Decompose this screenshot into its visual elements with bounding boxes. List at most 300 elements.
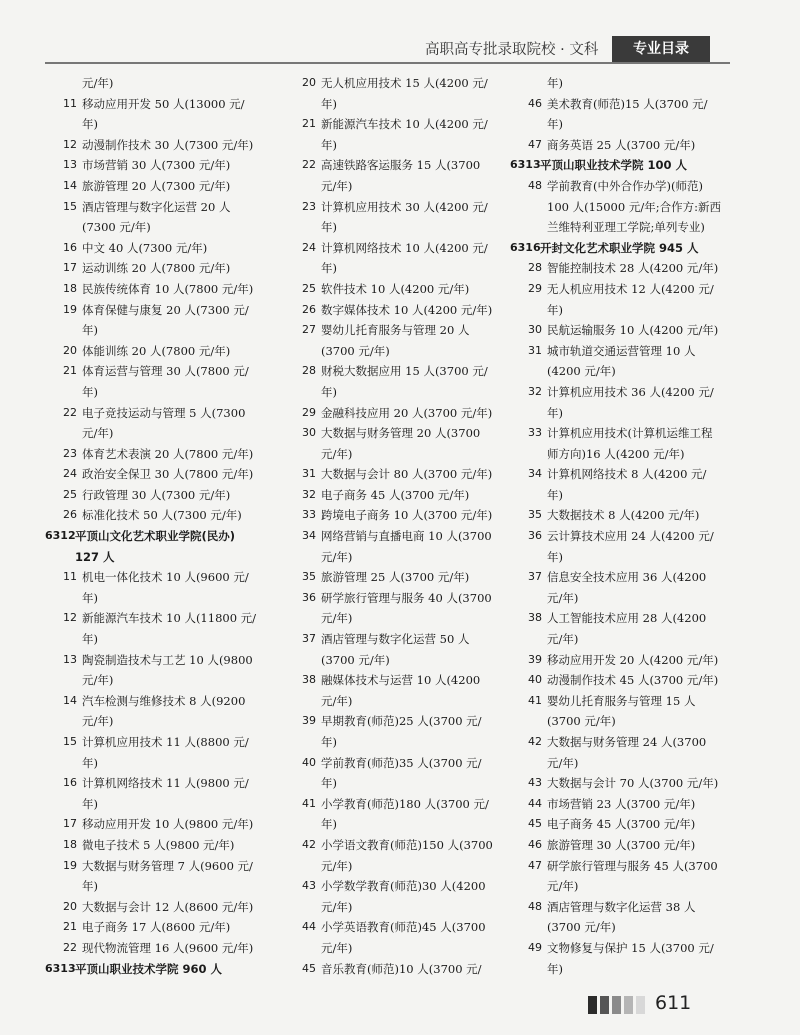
entry-code: 26 — [63, 508, 77, 522]
entry-text: 行政管理 30 人(7300 元/年) — [82, 487, 231, 502]
major-entry — [510, 753, 742, 774]
entry-text: 计算机应用技术 11 人(8800 元/ — [82, 735, 249, 749]
major-entry — [284, 856, 516, 877]
entry-text: 酒店管理与数字化运营 38 人 — [547, 899, 696, 914]
entry-text: 100 人(15000 元/年;合作方:新西 — [547, 199, 721, 214]
major-entry — [45, 505, 277, 526]
entry-text: 婴幼儿托育服务与管理 15 人 — [547, 693, 696, 708]
entry-text: 年) — [82, 384, 98, 399]
entry-code: 14 — [63, 178, 77, 192]
major-entry — [45, 588, 277, 609]
entry-code: 36 — [528, 529, 542, 543]
entry-text: 人工智能技术应用 28 人(4200 — [547, 611, 707, 626]
entry-code: 28 — [302, 364, 316, 378]
entry-text: 年) — [321, 220, 337, 235]
major-entry — [510, 485, 742, 506]
major-entry — [510, 732, 742, 753]
school-entry — [45, 959, 277, 980]
entry-code: 37 — [302, 632, 316, 646]
entry-text: 计算机网络技术 10 人(4200 元/ — [321, 240, 488, 255]
entry-text: 智能控制技术 28 人(4200 元/年) — [547, 261, 719, 276]
major-entry — [45, 711, 277, 732]
entry-text: (4200 元/年) — [547, 364, 616, 379]
entry-text: 体育艺术表演 20 人(7800 元/年) — [82, 446, 254, 461]
major-entry — [45, 794, 277, 815]
entry-text: 体育保健与康复 20 人(7300 元/ — [82, 302, 249, 317]
entry-text: 年) — [547, 117, 563, 132]
entry-code: 45 — [528, 817, 542, 831]
entry-code: 27 — [302, 323, 316, 337]
major-entry — [284, 217, 516, 238]
entry-text: 元/年) — [321, 549, 353, 564]
major-entry — [510, 691, 742, 712]
school-entry — [510, 155, 742, 176]
major-entry — [284, 485, 516, 506]
major-entry — [45, 567, 277, 588]
entry-code: 12 — [63, 611, 77, 625]
entry-code: 24 — [302, 240, 316, 254]
major-entry — [284, 917, 516, 938]
major-entry — [510, 464, 742, 485]
major-entry — [284, 897, 516, 918]
entry-text: 年) — [321, 776, 337, 791]
school-entry — [45, 547, 277, 568]
entry-text: 旅游管理 30 人(3700 元/年) — [547, 837, 696, 852]
entry-text: 移动应用开发 10 人(9800 元/年) — [82, 817, 254, 832]
major-entry — [510, 670, 742, 691]
major-entry — [510, 320, 742, 341]
entry-text: 元/年) — [547, 632, 579, 647]
major-entry — [510, 856, 742, 877]
entry-code: 28 — [528, 261, 542, 275]
entry-code: 20 — [63, 343, 77, 357]
footer-bars — [588, 996, 645, 1014]
major-entry — [45, 608, 277, 629]
entry-code: 44 — [528, 796, 542, 810]
entry-text: 元/年) — [82, 426, 114, 441]
entry-code: 48 — [528, 178, 542, 192]
entry-text: 年) — [321, 137, 337, 152]
major-entry — [510, 897, 742, 918]
entry-code: 39 — [528, 652, 542, 666]
entry-code: 13 — [63, 652, 77, 666]
major-entry — [284, 238, 516, 259]
entry-text: 学前教育(中外合作办学)(师范) — [547, 178, 703, 193]
major-entry — [45, 629, 277, 650]
major-entry — [45, 444, 277, 465]
footer-bar — [612, 996, 621, 1014]
major-entry — [284, 341, 516, 362]
column-2 — [284, 73, 516, 979]
entry-code: 6313 — [510, 158, 541, 172]
major-entry — [284, 73, 516, 94]
major-entry — [510, 114, 742, 135]
entry-code: 23 — [63, 446, 77, 460]
entry-text: 体能训练 20 人(7800 元/年) — [82, 343, 231, 358]
column-1 — [45, 73, 277, 979]
entry-text: 元/年) — [321, 693, 353, 708]
entry-text: 大数据技术 8 人(4200 元/年) — [547, 508, 700, 523]
entry-text: 信息安全技术应用 36 人(4200 — [547, 570, 707, 585]
entry-text: 中文 40 人(7300 元/年) — [82, 240, 208, 255]
entry-text: 财税大数据应用 15 人(3700 元/ — [321, 364, 488, 379]
major-entry — [284, 320, 516, 341]
major-entry — [510, 403, 742, 424]
major-entry — [284, 567, 516, 588]
major-entry — [510, 876, 742, 897]
entry-code: 16 — [63, 240, 77, 254]
entry-text: 大数据与会计 12 人(8600 元/年) — [82, 899, 254, 914]
entry-code: 18 — [63, 837, 77, 851]
major-entry — [45, 835, 277, 856]
major-entry — [45, 897, 277, 918]
entry-code: 46 — [528, 837, 542, 851]
entry-code: 6316 — [510, 240, 541, 254]
entry-text: 大数据与会计 70 人(3700 元/年) — [547, 776, 719, 791]
major-entry — [510, 135, 742, 156]
entry-text: 计算机网络技术 11 人(9800 元/ — [82, 776, 249, 791]
entry-text: 元/年) — [547, 590, 579, 605]
major-entry — [45, 753, 277, 774]
major-entry — [284, 608, 516, 629]
page-number: 611 — [655, 992, 692, 1014]
entry-text: 数字媒体技术 10 人(4200 元/年) — [321, 302, 493, 317]
major-entry — [510, 711, 742, 732]
school-entry — [45, 526, 277, 547]
major-entry — [284, 629, 516, 650]
entry-text: 师方向)16 人(4200 元/年) — [547, 446, 685, 461]
footer-bar — [600, 996, 609, 1014]
entry-text: 陶瓷制造技术与工艺 10 人(9800 — [82, 652, 253, 667]
entry-text: 机电一体化技术 10 人(9600 元/ — [82, 570, 249, 585]
major-entry — [284, 176, 516, 197]
entry-text: 平顶山文化艺术职业学院(民办) — [75, 529, 236, 544]
entry-text: 元/年) — [321, 940, 353, 955]
entry-text: 城市轨道交通运营管理 10 人 — [547, 343, 696, 358]
major-entry — [45, 670, 277, 691]
entry-code: 17 — [63, 817, 77, 831]
major-entry — [284, 938, 516, 959]
entry-text: 动漫制作技术 45 人(3700 元/年) — [547, 673, 719, 688]
major-entry — [510, 526, 742, 547]
entry-code: 24 — [63, 467, 77, 481]
entry-text: 年) — [547, 76, 563, 90]
entry-code: 19 — [63, 302, 77, 316]
entry-text: 商务英语 25 人(3700 元/年) — [547, 137, 696, 152]
entry-text: (7300 元/年) — [82, 220, 151, 235]
major-entry — [510, 505, 742, 526]
major-entry — [284, 197, 516, 218]
major-entry — [510, 279, 742, 300]
major-entry — [284, 258, 516, 279]
entry-text: 电子竞技运动与管理 5 人(7300 — [82, 405, 246, 420]
major-entry — [284, 835, 516, 856]
entry-code: 25 — [302, 281, 316, 295]
entry-code: 11 — [63, 96, 77, 110]
entry-text: 元/年) — [82, 714, 114, 729]
major-entry — [284, 403, 516, 424]
entry-text: 小学英语教育(师范)45 人(3700 — [321, 920, 486, 935]
major-entry — [284, 691, 516, 712]
major-entry — [510, 588, 742, 609]
major-entry — [510, 341, 742, 362]
major-entry — [284, 588, 516, 609]
major-entry — [284, 505, 516, 526]
entry-text: 大数据与财务管理 20 人(3700 — [321, 426, 481, 441]
major-entry — [510, 567, 742, 588]
major-entry — [45, 217, 277, 238]
entry-code: 43 — [528, 776, 542, 790]
entry-code: 19 — [63, 858, 77, 872]
entry-text: 婴幼儿托育服务与管理 20 人 — [321, 323, 470, 338]
major-entry — [45, 197, 277, 218]
entry-text: (3700 元/年) — [547, 714, 616, 729]
entry-text: 年) — [82, 323, 98, 338]
entry-code: 13 — [63, 158, 77, 172]
entry-code: 41 — [528, 693, 542, 707]
entry-code: 48 — [528, 899, 542, 913]
major-entry — [510, 959, 742, 980]
major-entry — [284, 279, 516, 300]
school-entry — [510, 238, 742, 259]
entry-text: 酒店管理与数字化运营 50 人 — [321, 632, 470, 647]
major-entry — [45, 94, 277, 115]
major-entry — [510, 547, 742, 568]
entry-text: 现代物流管理 16 人(9600 元/年) — [82, 940, 254, 955]
major-entry — [284, 135, 516, 156]
entry-code: 25 — [63, 487, 77, 501]
entry-code: 30 — [302, 426, 316, 440]
major-entry — [45, 279, 277, 300]
entry-text: 软件技术 10 人(4200 元/年) — [321, 281, 470, 296]
entry-text: 文物修复与保护 15 人(3700 元/ — [547, 940, 714, 955]
entry-code: 40 — [302, 755, 316, 769]
entry-code: 32 — [302, 487, 316, 501]
footer-bar — [636, 996, 645, 1014]
entry-text: 旅游管理 20 人(7300 元/年) — [82, 178, 231, 193]
major-entry — [510, 197, 742, 218]
entry-text: 年) — [82, 796, 98, 811]
major-entry — [284, 753, 516, 774]
entry-text: (3700 元/年) — [547, 920, 616, 935]
major-entry — [45, 320, 277, 341]
major-entry — [284, 464, 516, 485]
entry-text: 年) — [321, 96, 337, 111]
entry-text: 民族传统体育 10 人(7800 元/年) — [82, 281, 254, 296]
entry-text: 动漫制作技术 30 人(7300 元/年) — [82, 137, 254, 152]
major-entry — [510, 773, 742, 794]
major-entry — [45, 485, 277, 506]
entry-text: 计算机网络技术 8 人(4200 元/ — [547, 467, 707, 482]
major-entry — [284, 361, 516, 382]
entry-text: 新能源汽车技术 10 人(4200 元/ — [321, 117, 488, 132]
entry-text: 新能源汽车技术 10 人(11800 元/ — [82, 611, 257, 626]
entry-text: 年) — [321, 735, 337, 749]
entry-text: 大数据与财务管理 24 人(3700 — [547, 735, 707, 749]
entry-text: 电子商务 45 人(3700 元/年) — [321, 487, 470, 502]
entry-text: 元/年) — [321, 858, 353, 873]
major-entry — [284, 526, 516, 547]
entry-text: 无人机应用技术 12 人(4200 元/ — [547, 281, 714, 296]
entry-text: 移动应用开发 20 人(4200 元/年) — [547, 652, 719, 667]
major-entry — [510, 217, 742, 238]
major-entry — [284, 547, 516, 568]
entry-code: 20 — [63, 899, 77, 913]
major-entry — [45, 691, 277, 712]
entry-code: 36 — [302, 590, 316, 604]
entry-text: 融媒体技术与运营 10 人(4200 — [321, 673, 481, 688]
entry-text: 研学旅行管理与服务 45 人(3700 — [547, 858, 718, 873]
major-entry — [284, 114, 516, 135]
entry-code: 11 — [63, 570, 77, 584]
major-entry — [510, 176, 742, 197]
entry-text: 元/年) — [547, 879, 579, 894]
entry-text: 127 人 — [75, 549, 115, 564]
major-entry — [284, 650, 516, 671]
major-entry — [45, 917, 277, 938]
entry-code: 47 — [528, 137, 542, 151]
major-entry — [284, 94, 516, 115]
entry-text: 元/年) — [82, 76, 114, 90]
entry-text: 汽车检测与维修技术 8 人(9200 — [82, 693, 246, 708]
entry-text: 元/年) — [321, 178, 353, 193]
entry-code: 29 — [302, 405, 316, 419]
entry-code: 32 — [528, 384, 542, 398]
entry-text: 小学数学教育(师范)30 人(4200 — [321, 879, 486, 894]
entry-text: 计算机应用技术 36 人(4200 元/ — [547, 384, 714, 399]
entry-text: 美术教育(师范)15 人(3700 元/ — [547, 96, 708, 111]
entry-code: 16 — [63, 776, 77, 790]
major-entry — [45, 114, 277, 135]
header-title: 高职高专批录取院校 · 文科 — [425, 42, 599, 58]
entry-text: 小学语文教育(师范)150 人(3700 — [321, 837, 493, 852]
entry-text: 电子商务 17 人(8600 元/年) — [82, 920, 231, 935]
major-entry — [45, 258, 277, 279]
entry-text: 年) — [321, 384, 337, 399]
entry-code: 35 — [528, 508, 542, 522]
entry-text: 小学教育(师范)180 人(3700 元/ — [321, 796, 489, 811]
entry-text: 兰维特利亚理工学院;单列专业) — [547, 220, 705, 235]
entry-text: 微电子技术 5 人(9800 元/年) — [82, 837, 235, 852]
footer-bar — [588, 996, 597, 1014]
major-entry — [284, 711, 516, 732]
major-entry — [45, 73, 277, 94]
major-entry — [45, 176, 277, 197]
entry-text: 标准化技术 50 人(7300 元/年) — [82, 508, 242, 523]
entry-text: 研学旅行管理与服务 40 人(3700 — [321, 590, 492, 605]
entry-code: 31 — [302, 467, 316, 481]
major-entry — [45, 155, 277, 176]
entry-code: 33 — [302, 508, 316, 522]
header-divider — [45, 62, 730, 64]
entry-code: 37 — [528, 570, 542, 584]
entry-code: 47 — [528, 858, 542, 872]
entry-text: 云计算技术应用 24 人(4200 元/ — [547, 529, 714, 544]
major-entry — [284, 444, 516, 465]
entry-text: 金融科技应用 20 人(3700 元/年) — [321, 405, 493, 420]
major-entry — [510, 938, 742, 959]
entry-code: 22 — [63, 940, 77, 954]
major-entry — [45, 382, 277, 403]
major-entry — [284, 959, 516, 980]
entry-code: 38 — [528, 611, 542, 625]
major-entry — [284, 814, 516, 835]
major-entry — [284, 732, 516, 753]
entry-code: 12 — [63, 137, 77, 151]
entry-code: 18 — [63, 281, 77, 295]
major-entry — [45, 938, 277, 959]
entry-text: 年) — [547, 302, 563, 317]
major-entry — [45, 403, 277, 424]
entry-code: 20 — [302, 76, 316, 89]
entry-text: 运动训练 20 人(7800 元/年) — [82, 261, 231, 276]
major-entry — [284, 670, 516, 691]
entry-code: 34 — [302, 529, 316, 543]
major-entry — [284, 773, 516, 794]
entry-code: 35 — [302, 570, 316, 584]
entry-text: 无人机应用技术 15 人(4200 元/ — [321, 76, 488, 90]
entry-text: 音乐教育(师范)10 人(3700 元/ — [321, 961, 482, 976]
major-entry — [45, 856, 277, 877]
entry-text: 年) — [547, 549, 563, 564]
entry-text: 年) — [82, 117, 98, 132]
entry-text: 学前教育(师范)35 人(3700 元/ — [321, 755, 482, 770]
major-entry — [510, 814, 742, 835]
entry-text: 移动应用开发 50 人(13000 元/ — [82, 96, 245, 111]
entry-code: 23 — [302, 199, 316, 213]
major-entry — [510, 835, 742, 856]
entry-code: 17 — [63, 261, 77, 275]
entry-code: 21 — [63, 920, 77, 934]
major-entry — [45, 732, 277, 753]
entry-text: 网络营销与直播电商 10 人(3700 — [321, 529, 492, 544]
major-entry — [284, 382, 516, 403]
major-entry — [510, 382, 742, 403]
major-entry — [45, 341, 277, 362]
entry-text: 年) — [82, 590, 98, 605]
entry-code: 39 — [302, 714, 316, 728]
entry-code: 30 — [528, 323, 542, 337]
major-entry — [45, 300, 277, 321]
entry-code: 22 — [63, 405, 77, 419]
major-entry — [510, 444, 742, 465]
major-entry — [45, 361, 277, 382]
entry-code: 22 — [302, 158, 316, 172]
major-entry — [510, 300, 742, 321]
entry-code: 21 — [302, 117, 316, 131]
entry-text: 市场营销 23 人(3700 元/年) — [547, 796, 696, 811]
major-entry — [510, 73, 742, 94]
major-entry — [45, 423, 277, 444]
column-3 — [510, 73, 742, 979]
major-entry — [510, 917, 742, 938]
section-label: 专业目录 — [612, 36, 710, 63]
entry-text: (3700 元/年) — [321, 652, 390, 667]
entry-text: 政治安全保卫 30 人(7800 元/年) — [82, 467, 254, 482]
major-entry — [45, 238, 277, 259]
entry-text: (3700 元/年) — [321, 343, 390, 358]
entry-code: 6313 — [45, 961, 76, 975]
entry-text: 元/年) — [321, 899, 353, 914]
major-entry — [284, 423, 516, 444]
entry-code: 26 — [302, 302, 316, 316]
entry-text: 年) — [547, 961, 563, 976]
entry-text: 高速铁路客运服务 15 人(3700 — [321, 158, 481, 173]
entry-text: 年) — [547, 405, 563, 420]
major-entry — [45, 773, 277, 794]
major-entry — [510, 794, 742, 815]
major-entry — [45, 135, 277, 156]
